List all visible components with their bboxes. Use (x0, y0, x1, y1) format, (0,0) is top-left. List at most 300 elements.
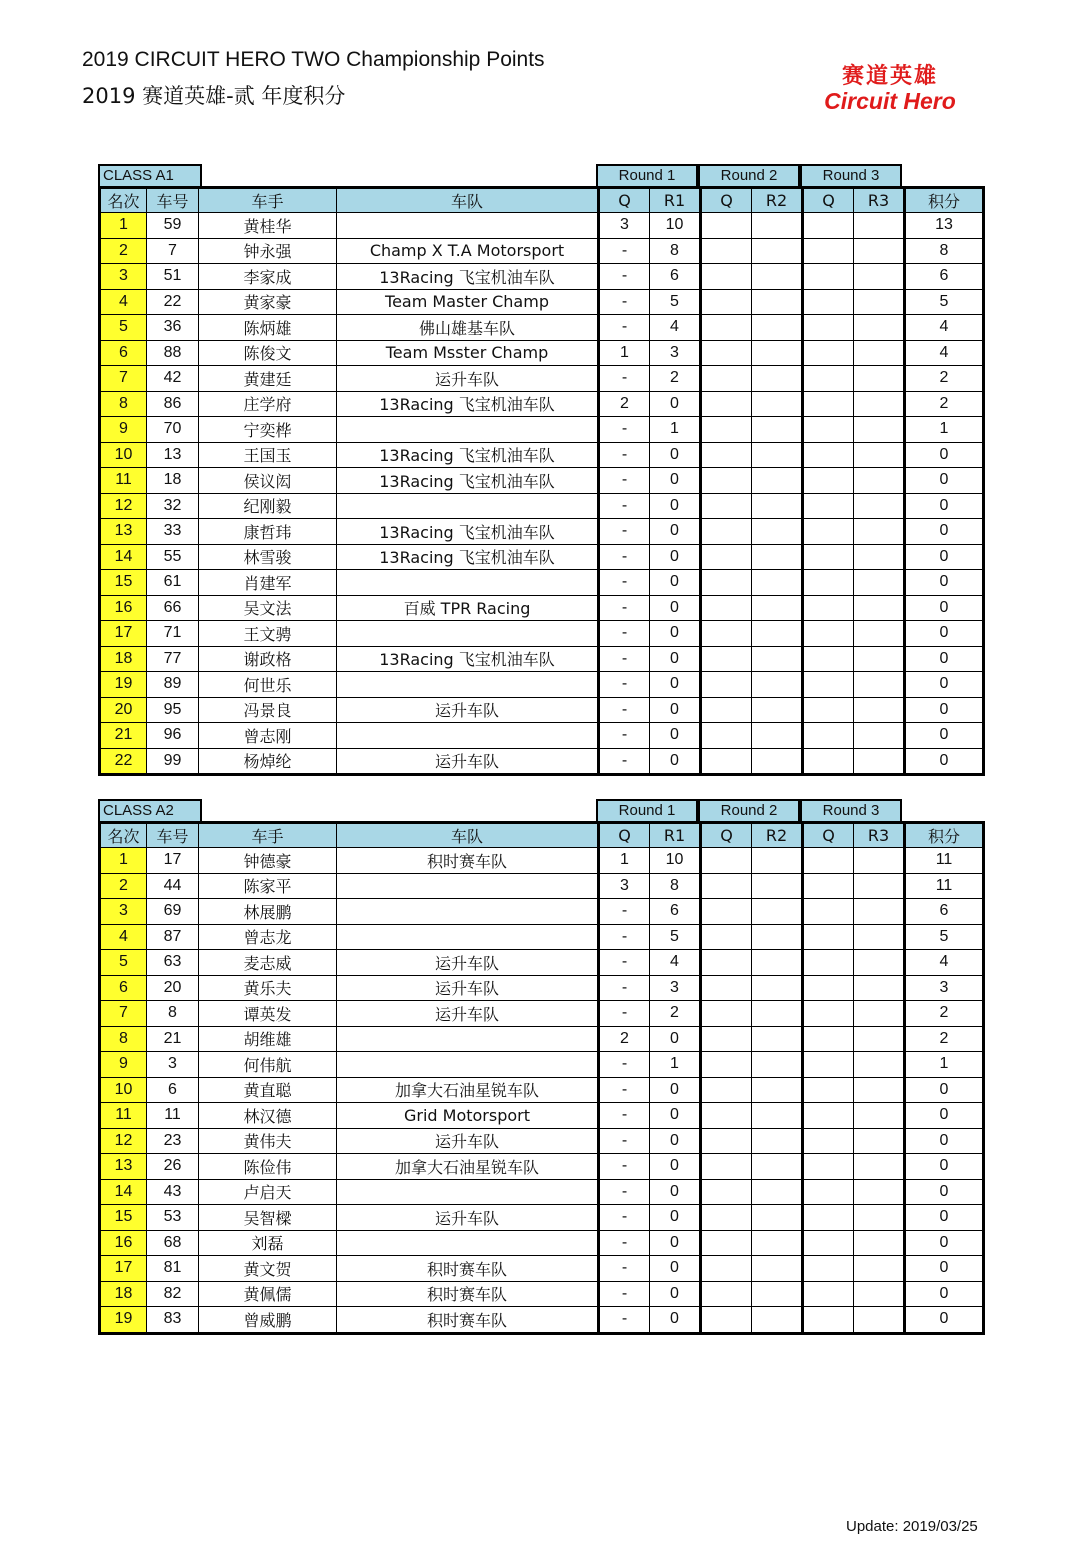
q1-cell: - (599, 975, 650, 1001)
points-cell: 1 (905, 1052, 984, 1078)
points-cell: 0 (905, 1205, 984, 1231)
r2-cell (752, 748, 803, 775)
driver-cell: 康哲玮 (199, 519, 337, 545)
table-row (100, 950, 984, 976)
table-row (100, 366, 984, 392)
col-header-q: Q (803, 188, 854, 213)
team-cell (337, 672, 599, 698)
table-row (100, 264, 984, 290)
r3-cell (854, 570, 905, 596)
q1-cell: 1 (599, 340, 650, 366)
r3-cell (854, 340, 905, 366)
points-cell: 0 (905, 621, 984, 647)
round-header-2: Round 2 (698, 164, 800, 186)
r3-cell (854, 1179, 905, 1205)
q1-cell: - (599, 672, 650, 698)
car-number-cell: 55 (147, 544, 199, 570)
driver-cell: 吴文法 (199, 595, 337, 621)
table-row (100, 1179, 984, 1205)
table-row (100, 1103, 984, 1129)
q1-cell: - (599, 1179, 650, 1205)
page-title-en: 2019 CIRCUIT HERO TWO Championship Points (82, 48, 545, 71)
driver-cell: 王国玉 (199, 442, 337, 468)
rank-cell: 3 (100, 899, 147, 925)
r2-cell (752, 1103, 803, 1129)
r3-cell (854, 697, 905, 723)
table-row (100, 748, 984, 775)
r1-cell: 0 (650, 1026, 701, 1052)
q2-cell (701, 340, 752, 366)
r3-cell (854, 848, 905, 874)
driver-cell: 钟永强 (199, 238, 337, 264)
q3-cell (803, 391, 854, 417)
table-row (100, 595, 984, 621)
q1-cell: - (599, 366, 650, 392)
points-cell: 0 (905, 1281, 984, 1307)
col-header-rank: 名次 (100, 188, 147, 213)
rank-cell: 5 (100, 950, 147, 976)
points-cell: 0 (905, 519, 984, 545)
q2-cell (701, 544, 752, 570)
r1-cell: 10 (650, 213, 701, 239)
q3-cell (803, 1281, 854, 1307)
driver-cell: 王文骋 (199, 621, 337, 647)
q3-cell (803, 213, 854, 239)
r3-cell (854, 213, 905, 239)
points-cell: 8 (905, 238, 984, 264)
r1-cell: 0 (650, 519, 701, 545)
r2-cell (752, 697, 803, 723)
car-number-cell: 26 (147, 1154, 199, 1180)
car-number-cell: 70 (147, 417, 199, 443)
car-number-cell: 68 (147, 1230, 199, 1256)
points-cell: 2 (905, 391, 984, 417)
round-header-3: Round 3 (800, 799, 902, 821)
points-cell: 5 (905, 289, 984, 315)
r3-cell (854, 1205, 905, 1231)
q3-cell (803, 1128, 854, 1154)
r3-cell (854, 1281, 905, 1307)
q3-cell (803, 544, 854, 570)
q1-cell: - (599, 289, 650, 315)
car-number-cell: 44 (147, 873, 199, 899)
table-row (100, 289, 984, 315)
q1-cell: - (599, 1256, 650, 1282)
r1-cell: 0 (650, 1307, 701, 1334)
q1-cell: - (599, 442, 650, 468)
q3-cell (803, 1077, 854, 1103)
table-header-rounds (98, 164, 982, 186)
rank-cell: 13 (100, 519, 147, 545)
driver-cell: 黄建廷 (199, 366, 337, 392)
standings-table-a2 (98, 799, 982, 1335)
r3-cell (854, 366, 905, 392)
col-header-r2: R2 (752, 823, 803, 848)
q2-cell (701, 646, 752, 672)
q3-cell (803, 672, 854, 698)
car-number-cell: 6 (147, 1077, 199, 1103)
points-cell: 0 (905, 1179, 984, 1205)
q2-cell (701, 873, 752, 899)
q1-cell: 2 (599, 1026, 650, 1052)
rank-cell: 2 (100, 873, 147, 899)
col-header-points: 积分 (905, 188, 984, 213)
q1-cell: - (599, 1001, 650, 1027)
team-cell: 运升车队 (337, 950, 599, 976)
table-row (100, 570, 984, 596)
rank-cell: 6 (100, 975, 147, 1001)
table-row (100, 493, 984, 519)
q3-cell (803, 950, 854, 976)
r2-cell (752, 1230, 803, 1256)
q1-cell: - (599, 697, 650, 723)
car-number-cell: 51 (147, 264, 199, 290)
team-cell: Grid Motorsport (337, 1103, 599, 1129)
car-number-cell: 61 (147, 570, 199, 596)
q2-cell (701, 238, 752, 264)
q2-cell (701, 1103, 752, 1129)
rank-cell: 18 (100, 646, 147, 672)
team-cell (337, 1179, 599, 1205)
r2-cell (752, 1128, 803, 1154)
r2-cell (752, 519, 803, 545)
table-row (100, 621, 984, 647)
r3-cell (854, 899, 905, 925)
car-number-cell: 77 (147, 646, 199, 672)
team-cell: Team Msster Champ (337, 340, 599, 366)
rank-cell: 4 (100, 924, 147, 950)
table-header-row (100, 188, 984, 213)
q3-cell (803, 1256, 854, 1282)
points-cell: 0 (905, 697, 984, 723)
q3-cell (803, 442, 854, 468)
car-number-cell: 87 (147, 924, 199, 950)
q2-cell (701, 315, 752, 341)
r1-cell: 0 (650, 621, 701, 647)
table-row (100, 442, 984, 468)
points-cell: 5 (905, 924, 984, 950)
r1-cell: 5 (650, 289, 701, 315)
r1-cell: 0 (650, 1256, 701, 1282)
r3-cell (854, 748, 905, 775)
r3-cell (854, 723, 905, 749)
rank-cell: 8 (100, 1026, 147, 1052)
team-cell (337, 1230, 599, 1256)
car-number-cell: 82 (147, 1281, 199, 1307)
r2-cell (752, 340, 803, 366)
r1-cell: 10 (650, 848, 701, 874)
r1-cell: 0 (650, 723, 701, 749)
points-cell: 0 (905, 468, 984, 494)
q2-cell (701, 1077, 752, 1103)
team-cell (337, 417, 599, 443)
q1-cell: - (599, 417, 650, 443)
rank-cell: 11 (100, 1103, 147, 1129)
rank-cell: 6 (100, 340, 147, 366)
car-number-cell: 95 (147, 697, 199, 723)
col-header-points: 积分 (905, 823, 984, 848)
r2-cell (752, 873, 803, 899)
table-row (100, 924, 984, 950)
r3-cell (854, 975, 905, 1001)
col-header-q: Q (701, 823, 752, 848)
q3-cell (803, 646, 854, 672)
car-number-cell: 42 (147, 366, 199, 392)
points-cell: 0 (905, 1230, 984, 1256)
r2-cell (752, 1256, 803, 1282)
q3-cell (803, 366, 854, 392)
table-row (100, 646, 984, 672)
team-cell (337, 213, 599, 239)
q2-cell (701, 924, 752, 950)
r1-cell: 0 (650, 1128, 701, 1154)
rank-cell: 17 (100, 621, 147, 647)
q2-cell (701, 289, 752, 315)
r2-cell (752, 570, 803, 596)
r3-cell (854, 873, 905, 899)
r3-cell (854, 621, 905, 647)
points-cell: 0 (905, 1128, 984, 1154)
r2-cell (752, 1026, 803, 1052)
r2-cell (752, 315, 803, 341)
q1-cell: - (599, 748, 650, 775)
driver-cell: 黄佩儒 (199, 1281, 337, 1307)
car-number-cell: 22 (147, 289, 199, 315)
driver-cell: 曾威鹏 (199, 1307, 337, 1334)
rank-cell: 2 (100, 238, 147, 264)
rank-cell: 22 (100, 748, 147, 775)
table-row (100, 1052, 984, 1078)
q1-cell: - (599, 1128, 650, 1154)
table-row (100, 1281, 984, 1307)
update-date: Update: 2019/03/25 (846, 1518, 978, 1535)
car-number-cell: 11 (147, 1103, 199, 1129)
rank-cell: 14 (100, 1179, 147, 1205)
q2-cell (701, 493, 752, 519)
table-row (100, 340, 984, 366)
q1-cell: - (599, 950, 650, 976)
logo-text-cn: 赛道英雄 (841, 64, 938, 89)
q3-cell (803, 848, 854, 874)
q2-cell (701, 1205, 752, 1231)
col-header-r1: R1 (650, 188, 701, 213)
round-header-1: Round 1 (596, 164, 698, 186)
car-number-cell: 33 (147, 519, 199, 545)
class-label: CLASS A1 (98, 164, 202, 186)
car-number-cell: 96 (147, 723, 199, 749)
q2-cell (701, 621, 752, 647)
points-cell: 0 (905, 544, 984, 570)
driver-cell: 何世乐 (199, 672, 337, 698)
car-number-cell: 23 (147, 1128, 199, 1154)
rank-cell: 10 (100, 1077, 147, 1103)
driver-cell: 卢启天 (199, 1179, 337, 1205)
table-row (100, 672, 984, 698)
team-cell: 运升车队 (337, 1001, 599, 1027)
r3-cell (854, 950, 905, 976)
table-row (100, 975, 984, 1001)
car-number-cell: 63 (147, 950, 199, 976)
car-number-cell: 43 (147, 1179, 199, 1205)
r3-cell (854, 1103, 905, 1129)
q1-cell: - (599, 570, 650, 596)
team-cell: 运升车队 (337, 697, 599, 723)
team-cell (337, 493, 599, 519)
driver-cell: 庄学府 (199, 391, 337, 417)
r3-cell (854, 544, 905, 570)
q2-cell (701, 672, 752, 698)
points-cell: 3 (905, 975, 984, 1001)
table-row (100, 1256, 984, 1282)
team-cell: 13Racing 飞宝机油车队 (337, 544, 599, 570)
r2-cell (752, 899, 803, 925)
table-row (100, 1307, 984, 1334)
r2-cell (752, 646, 803, 672)
driver-cell: 刘磊 (199, 1230, 337, 1256)
r2-cell (752, 213, 803, 239)
q3-cell (803, 238, 854, 264)
rank-cell: 8 (100, 391, 147, 417)
team-cell: 13Racing 飞宝机油车队 (337, 442, 599, 468)
table-header-rounds (98, 799, 982, 821)
r1-cell: 2 (650, 1001, 701, 1027)
points-cell: 0 (905, 493, 984, 519)
q1-cell: - (599, 1103, 650, 1129)
team-cell: 运升车队 (337, 748, 599, 775)
points-cell: 0 (905, 646, 984, 672)
rank-cell: 1 (100, 213, 147, 239)
rank-cell: 17 (100, 1256, 147, 1282)
driver-cell: 陈俭伟 (199, 1154, 337, 1180)
team-cell (337, 924, 599, 950)
team-cell: 运升车队 (337, 1128, 599, 1154)
rank-cell: 15 (100, 1205, 147, 1231)
points-cell: 0 (905, 1256, 984, 1282)
q2-cell (701, 366, 752, 392)
car-number-cell: 7 (147, 238, 199, 264)
driver-cell: 侯议闳 (199, 468, 337, 494)
rank-cell: 12 (100, 1128, 147, 1154)
team-cell: 百威 TPR Racing (337, 595, 599, 621)
car-number-cell: 83 (147, 1307, 199, 1334)
q3-cell (803, 1052, 854, 1078)
team-cell (337, 723, 599, 749)
driver-cell: 陈家平 (199, 873, 337, 899)
q2-cell (701, 1256, 752, 1282)
r1-cell: 4 (650, 315, 701, 341)
q2-cell (701, 975, 752, 1001)
q2-cell (701, 1128, 752, 1154)
team-cell: 13Racing 飞宝机油车队 (337, 646, 599, 672)
rank-cell: 14 (100, 544, 147, 570)
r1-cell: 0 (650, 1179, 701, 1205)
rank-cell: 3 (100, 264, 147, 290)
points-cell: 13 (905, 213, 984, 239)
q1-cell: - (599, 238, 650, 264)
rank-cell: 5 (100, 315, 147, 341)
r2-cell (752, 391, 803, 417)
q1-cell: - (599, 468, 650, 494)
team-cell: 积时赛车队 (337, 1281, 599, 1307)
team-cell: Champ X T.A Motorsport (337, 238, 599, 264)
q3-cell (803, 315, 854, 341)
r3-cell (854, 1001, 905, 1027)
rank-cell: 16 (100, 595, 147, 621)
q3-cell (803, 264, 854, 290)
q3-cell (803, 289, 854, 315)
q3-cell (803, 1307, 854, 1334)
r1-cell: 0 (650, 1077, 701, 1103)
q1-cell: - (599, 646, 650, 672)
team-cell: 佛山雄基车队 (337, 315, 599, 341)
points-cell: 0 (905, 1154, 984, 1180)
team-cell: 13Racing 飞宝机油车队 (337, 391, 599, 417)
team-cell (337, 1052, 599, 1078)
car-number-cell: 3 (147, 1052, 199, 1078)
points-cell: 4 (905, 950, 984, 976)
q2-cell (701, 899, 752, 925)
round-header-3: Round 3 (800, 164, 902, 186)
team-cell (337, 1026, 599, 1052)
r1-cell: 0 (650, 1205, 701, 1231)
q3-cell (803, 1026, 854, 1052)
r2-cell (752, 442, 803, 468)
q1-cell: - (599, 1205, 650, 1231)
r1-cell: 3 (650, 340, 701, 366)
team-cell: 加拿大石油星锐车队 (337, 1077, 599, 1103)
r1-cell: 6 (650, 264, 701, 290)
col-header-driver: 车手 (199, 823, 337, 848)
team-cell: 积时赛车队 (337, 1256, 599, 1282)
q3-cell (803, 340, 854, 366)
r2-cell (752, 924, 803, 950)
q1-cell: 3 (599, 873, 650, 899)
r2-cell (752, 1154, 803, 1180)
table-row (100, 1128, 984, 1154)
rank-cell: 12 (100, 493, 147, 519)
r2-cell (752, 1052, 803, 1078)
driver-cell: 肖建军 (199, 570, 337, 596)
driver-cell: 曾志龙 (199, 924, 337, 950)
col-header-car: 车号 (147, 188, 199, 213)
car-number-cell: 59 (147, 213, 199, 239)
q3-cell (803, 748, 854, 775)
r1-cell: 8 (650, 238, 701, 264)
driver-cell: 宁奕桦 (199, 417, 337, 443)
r2-cell (752, 975, 803, 1001)
r3-cell (854, 1230, 905, 1256)
team-cell: 运升车队 (337, 975, 599, 1001)
r3-cell (854, 1256, 905, 1282)
r3-cell (854, 315, 905, 341)
car-number-cell: 81 (147, 1256, 199, 1282)
q2-cell (701, 1154, 752, 1180)
q1-cell: - (599, 1154, 650, 1180)
r1-cell: 1 (650, 417, 701, 443)
q2-cell (701, 468, 752, 494)
r2-cell (752, 1077, 803, 1103)
driver-cell: 林雪骏 (199, 544, 337, 570)
q1-cell: - (599, 264, 650, 290)
driver-cell: 曾志刚 (199, 723, 337, 749)
page-title-cn: 2019 赛道英雄-贰 年度积分 (82, 84, 346, 108)
r1-cell: 0 (650, 1230, 701, 1256)
driver-cell: 杨焯纶 (199, 748, 337, 775)
col-header-driver: 车手 (199, 188, 337, 213)
points-cell: 6 (905, 899, 984, 925)
table-header-row (100, 823, 984, 848)
col-header-q: Q (803, 823, 854, 848)
